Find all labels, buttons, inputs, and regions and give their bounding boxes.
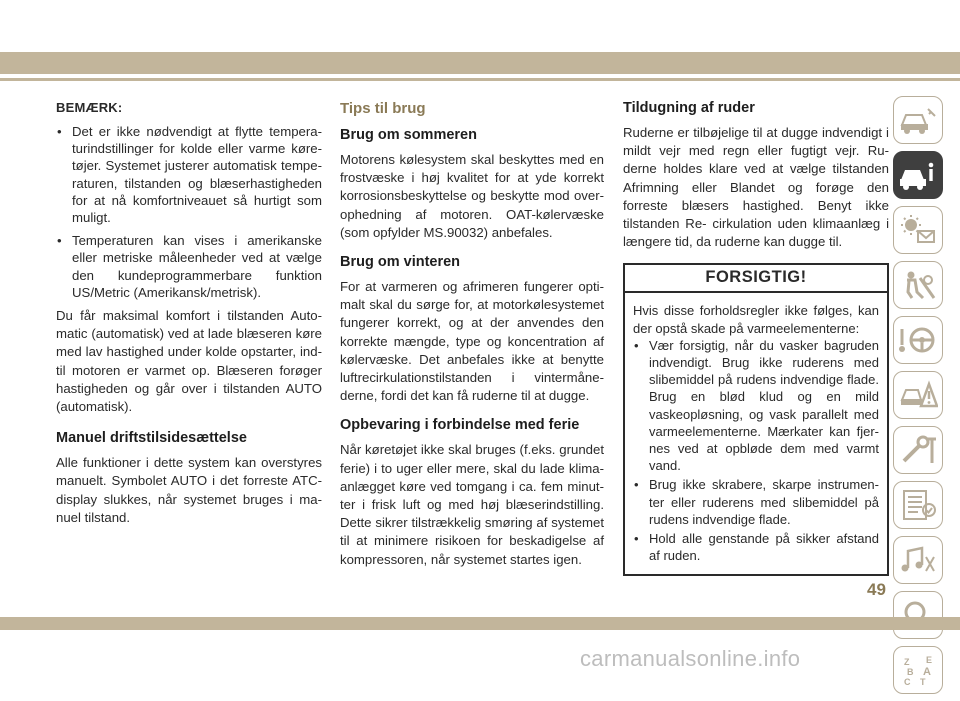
column-middle bbox=[340, 100, 604, 579]
bottom-decor-band bbox=[0, 617, 960, 630]
tab-starting-driving[interactable] bbox=[893, 316, 943, 364]
warning-lights-message-icon bbox=[898, 213, 938, 247]
caution-bullet-list bbox=[633, 337, 879, 565]
top-decor-band bbox=[0, 52, 960, 74]
svg-text:E: E bbox=[926, 655, 933, 665]
caution-body bbox=[625, 293, 887, 574]
person-airbag-icon bbox=[898, 268, 938, 302]
page-number: 49 bbox=[867, 580, 886, 599]
column-left bbox=[56, 100, 322, 537]
storage-heading: Opbevaring i forbindelse med ferie bbox=[340, 417, 580, 434]
chapter-tabs bbox=[893, 96, 943, 701]
tab-warning-lights[interactable] bbox=[893, 206, 943, 254]
caution-intro: Hvis disse forholdsregler ikke følges, kan der opstå skade på varmeelementerne: bbox=[633, 303, 879, 336]
tips-heading: Tips til brug bbox=[340, 100, 426, 117]
note-bullet: • Temperaturen kan vises i amerikanske eller metriske måleenheder ved at vælge den kundeprogrammerbare funktion US/Metric (Amerikansk/metrisk). bbox=[56, 232, 322, 301]
car-key-icon bbox=[898, 103, 938, 137]
tab-emergency[interactable] bbox=[893, 371, 943, 419]
note-heading: BEMÆRK: bbox=[56, 100, 123, 115]
svg-text:B: B bbox=[907, 667, 914, 677]
caution-bullet: • Hold alle genstande på sikker afstand af ruden. bbox=[633, 530, 879, 564]
tab-language[interactable] bbox=[893, 646, 943, 694]
svg-text:A: A bbox=[923, 666, 931, 678]
winter-paragraph: For at varmeren og afrimeren fungerer opti- malt skal du sørge for, at motorkølesystemet fungerer korrekt, og at der anvendes den korrekte mængde, type og koncentration af kølervæske. Det anbefales ikke at benytte luftrecirkulationstilstanden i vintermåne- derne, fordi det kan få ruderne til at dugge. bbox=[340, 279, 604, 404]
tab-car-key[interactable] bbox=[893, 96, 943, 144]
note-bullet-list bbox=[56, 123, 322, 301]
car-info-icon bbox=[898, 158, 938, 192]
svg-text:C: C bbox=[904, 677, 911, 687]
fogging-heading: Tildugning af ruder bbox=[623, 100, 755, 116]
caution-title: FORSIGTIG! bbox=[625, 265, 887, 293]
summer-paragraph: Motorens kølesystem skal beskyttes med en frostvæske i høj kvalitet for at yde korrekt korrosionsbeskyttelse og beskytte mod over- ophedning af motoren. OAT-kølervæske (som opfylder MS.90032) anbefales. bbox=[340, 152, 604, 240]
roadside-warning-icon bbox=[898, 378, 938, 412]
svg-text:T: T bbox=[920, 677, 926, 687]
top-decor-line bbox=[0, 78, 960, 81]
storage-paragraph: Når køretøjet ikke skal bruges (f.eks. grundet ferie) i to uger eller mere, skal du lade klima- anlægget køre ved tomgang i ca. fem minut- ter i frisk luft og med høj blæserindstilling. Dette sikrer tilstrækkelig smøring af systemet til at minimere risikoen for beskadigelse af kompressoren, når systemet startes igen. bbox=[340, 442, 604, 567]
manual-override-heading: Manuel driftstilsidesættelse bbox=[56, 430, 247, 447]
music-multimedia-icon bbox=[898, 543, 938, 577]
steering-wheel-icon bbox=[898, 323, 938, 357]
watermark: carmanualsonline.info bbox=[580, 646, 801, 671]
tab-index[interactable] bbox=[893, 591, 943, 639]
tab-maintenance[interactable] bbox=[893, 426, 943, 474]
tab-multimedia[interactable] bbox=[893, 536, 943, 584]
tab-car-info[interactable] bbox=[893, 151, 943, 199]
tab-safety[interactable] bbox=[893, 261, 943, 309]
note-bullet: • Det er ikke nødvendigt at flytte tempera- turindstillinger for kolde eller varme køre- tøjer. Systemet justerer automatisk tempe- raturen, tilstanden og blæserhastigheden for at nå komfortniveauet så hurtigt som muligt. bbox=[56, 123, 322, 226]
fogging-paragraph: Ruderne er tilbøjelige til at dugge indvendigt i mildt vejr med regn eller fugtigt vejr. Ru- derne holdes klare ved at vælge tilstanden Afrimning eller Blandet og forøge den forreste blæsers hastighed. Benyt ikke tilstanden Re- cirkulation uden klimaanlæg i længere tid, da ruderne kan dugge til. bbox=[623, 125, 889, 250]
caution-bullet: • Vær forsigtig, når du vasker bagruden indvendigt. Brug ikke ruderens med slibemiddel på rudens indvendige flade. Brug en blød klud og en mild vaskeopløsning, og vask parallelt med varmeelementerne. Mærkater kan fjer- nes ved at opbløde dem med varmt vand. bbox=[633, 337, 879, 475]
checklist-icon bbox=[898, 488, 938, 522]
maintenance-tools-icon bbox=[898, 433, 938, 467]
manual-override-paragraph: Alle funktioner i dette system kan overstyres manuelt. Symbolet AUTO i det forreste ATC- display slukkes, når systemet bruges i ma- nuel tilstand. bbox=[56, 455, 322, 525]
tab-specifications[interactable] bbox=[893, 481, 943, 529]
auto-mode-paragraph: Du får maksimal komfort i tilstanden Auto- matic (automatisk) ved at lade blæseren køre med lav hastighed under kolde opstarter, ind- til motoren er varmet op. Blæseren forøger hastigheden og går over i tilstanden AUTO (automatisk). bbox=[56, 308, 322, 415]
summer-heading: Brug om sommeren bbox=[340, 127, 477, 143]
column-right bbox=[623, 100, 889, 576]
svg-text:Z: Z bbox=[904, 657, 910, 667]
language-letters-icon bbox=[898, 653, 938, 687]
winter-heading: Brug om vinteren bbox=[340, 254, 461, 271]
caution-bullet: • Brug ikke skrabere, skarpe instrumen- ter eller ruderens med slibemiddel på rudens indvendige flade. bbox=[633, 476, 879, 528]
caution-box bbox=[623, 263, 889, 576]
